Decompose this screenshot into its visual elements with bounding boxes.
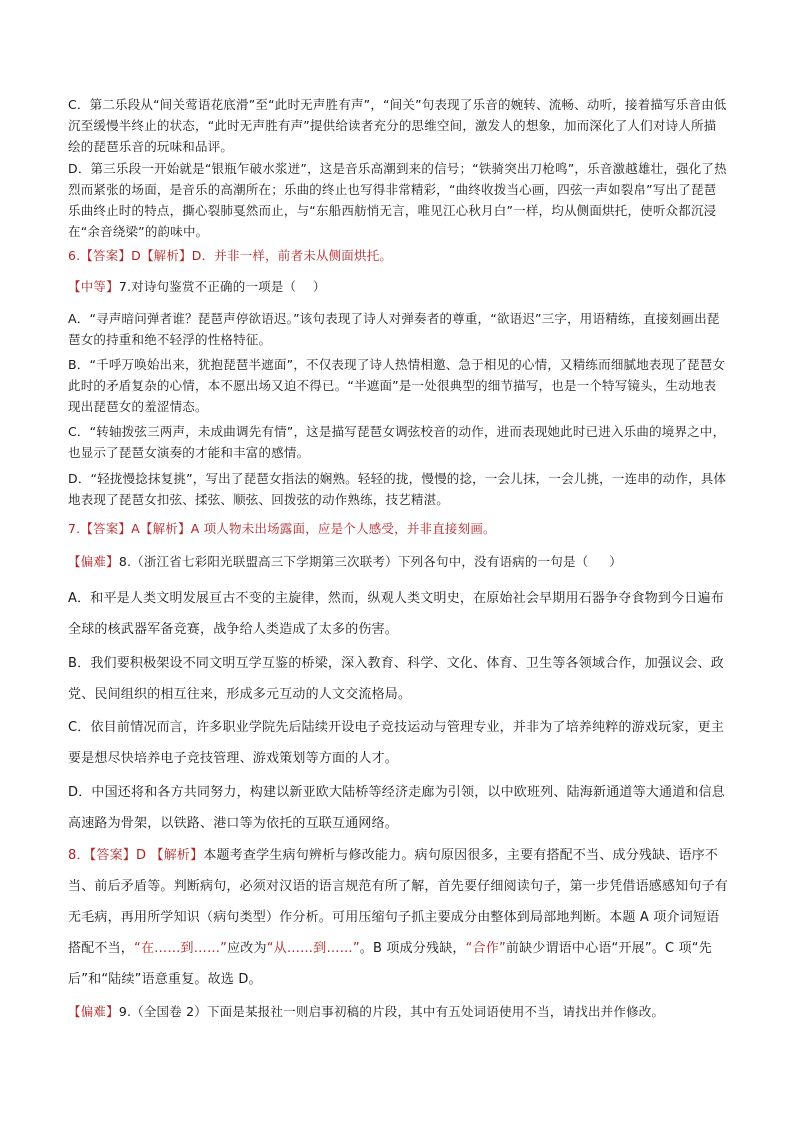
answer-7 bbox=[68, 518, 728, 539]
q8-option-c: C．依目前情况而言，许多职业学院先后陆续开设电子竞技运动与管理专业，并非为了培养纯粹的游戏玩家，更主要是想尽快培养电子竞技管理、游戏策划等方面的人才。 bbox=[68, 720, 725, 766]
q8-option-d: D．中国还将和各方共同努力，构建以新亚欧大陆桥等经济走廊为引领，以中欧班列、陆海新通道等大通道和信息高速路为骨架，以铁路、港口等为依托的互联互通网络。 bbox=[68, 785, 726, 831]
answer-8: 8．【答案】D 【解析】本题考查学生病句辨析与修改能力。病句原因很多，主要有搭配不当、成分残缺、语序不当、前后矛盾等。判断病句，必须对汉语的语言规范有所了解，首先要仔细阅读句子，第一步凭借语感感知句子有无毛病，再用所学知识（病句类型）作分析。可用压缩句子抓主要成分由整体到局部地判断。本题 A 项介词短语搭配不当，“在……到……”应改为“从……到……”。B 项成分残缺，“合作”前缺少谓语中心语“开展”。C 项“先后”和“陆续”语意重复。故选 D。 bbox=[68, 848, 729, 987]
q7-option-c: C．“转轴拨弦三两声，未成曲调先有情”，这是描写琵琶女调弦校音的动作，进而表现她此时已进入乐曲的境界之中，也显示了琵琶女演奏的才能和丰富的感情。 bbox=[68, 424, 726, 460]
difficulty-tag: 【偏难】 bbox=[68, 1004, 119, 1019]
q8-option-a: A．和平是人类文明发展亘古不变的主旋律，然而，纵观人类文明史，在原始社会早期用石器争夺食物到今日遍布全球的核武器军备竞赛，战争给人类造成了太多的伤害。 bbox=[68, 591, 724, 637]
q6-option-d: D．第三乐段一开始就是“银瓶乍破水浆迸”，这是音乐高潮到来的信号；“铁骑突出刀枪鸣”，乐音激越雄壮，强化了热烈而紧张的场面，是音乐的高潮所在；乐曲的终止也写得非常精彩，“曲终收拨当心画，四弦一声如裂帛”写出了琵琶乐曲终止时的特点，撕心裂肺戛然而止，与“东船西舫悄无言，唯见江心秋月白”一样，均从侧面烘托，使听众都沉浸在“余音绕梁”的韵味中。 bbox=[68, 161, 727, 239]
difficulty-tag: 【偏难】 bbox=[68, 554, 119, 569]
difficulty-tag: 【中等】 bbox=[68, 279, 119, 294]
answer-8-label: 8．【答案】D 【解析】 bbox=[68, 848, 204, 863]
q8-option-b: B．我们要积极架设不同文明互学互鉴的桥梁，深入教育、科学、文化、体育、卫生等各领域合作，加强议会、政党、民间组织的相互往来，形成多元互动的人文交流格局。 bbox=[68, 656, 724, 702]
answer-6 bbox=[68, 245, 728, 266]
answer-7-text: A 项人物未出场露面，应是个人感受，并非直接刻画。 bbox=[190, 521, 496, 536]
q7-option-a: A．“寻声暗问弹者谁？琵琶声停欲语迟。”该句表现了诗人对弹奏者的尊重，“欲语迟”三字，用语精练，直接刻画出琵琶女的持重和绝不轻浮的性格特征。 bbox=[68, 311, 720, 347]
answer-7-label: 7.【答案】A【解析】 bbox=[68, 521, 191, 536]
answer-6-text: D．并非一样，前者未从侧面烘托。 bbox=[191, 248, 393, 263]
question-7-stem: 【中等】7.对诗句鉴赏不正确的一项是（ ） bbox=[68, 279, 326, 294]
question-8-stem: 【偏难】8.（浙江省七彩阳光联盟高三下学期第三次联考）下列各句中，没有语病的一句是（ ） bbox=[68, 554, 622, 569]
question-9-stem: 【偏难】9.（全国卷 2）下面是某报社一则启事初稿的片段，其中有五处词语使用不当，请找出并作修改。 bbox=[68, 1004, 665, 1019]
answer-6-label: 6.【答案】D【解析】 bbox=[68, 248, 192, 263]
q7-option-b: B．“千呼万唤始出来，犹抱琵琶半遮面”，不仅表现了诗人热情相邀、急于相见的心情，又精练而细腻地表现了琵琶女此时的矛盾复杂的心情，本不愿出场又迫不得已。“半遮面”是一处很典型的细节描写，也是一个特写镜头，生动地表现出琵琶女的羞涩情态。 bbox=[68, 357, 726, 414]
q6-option-c: C．第二乐段从“间关莺语花底滑”至“此时无声胜有声”，“间关”句表现了乐音的婉转、流畅、动听，接着描写乐音由低沉至缓慢半终止的状态，“此时无声胜有声”提供给读者充分的思维空间，激发人的想象，加而深化了人们对诗人所描绘的琵琶乐音的玩味和品评。 bbox=[68, 97, 727, 154]
q7-option-d: D．“轻拢慢捻抹复挑”，写出了琵琶女指法的娴熟。轻轻的拢，慢慢的捻，一会儿抹，一会儿挑，一连串的动作，具体地表现了琵琶女扣弦、揉弦、顺弦、回拨弦的动作熟练，技艺精湛。 bbox=[68, 471, 727, 507]
